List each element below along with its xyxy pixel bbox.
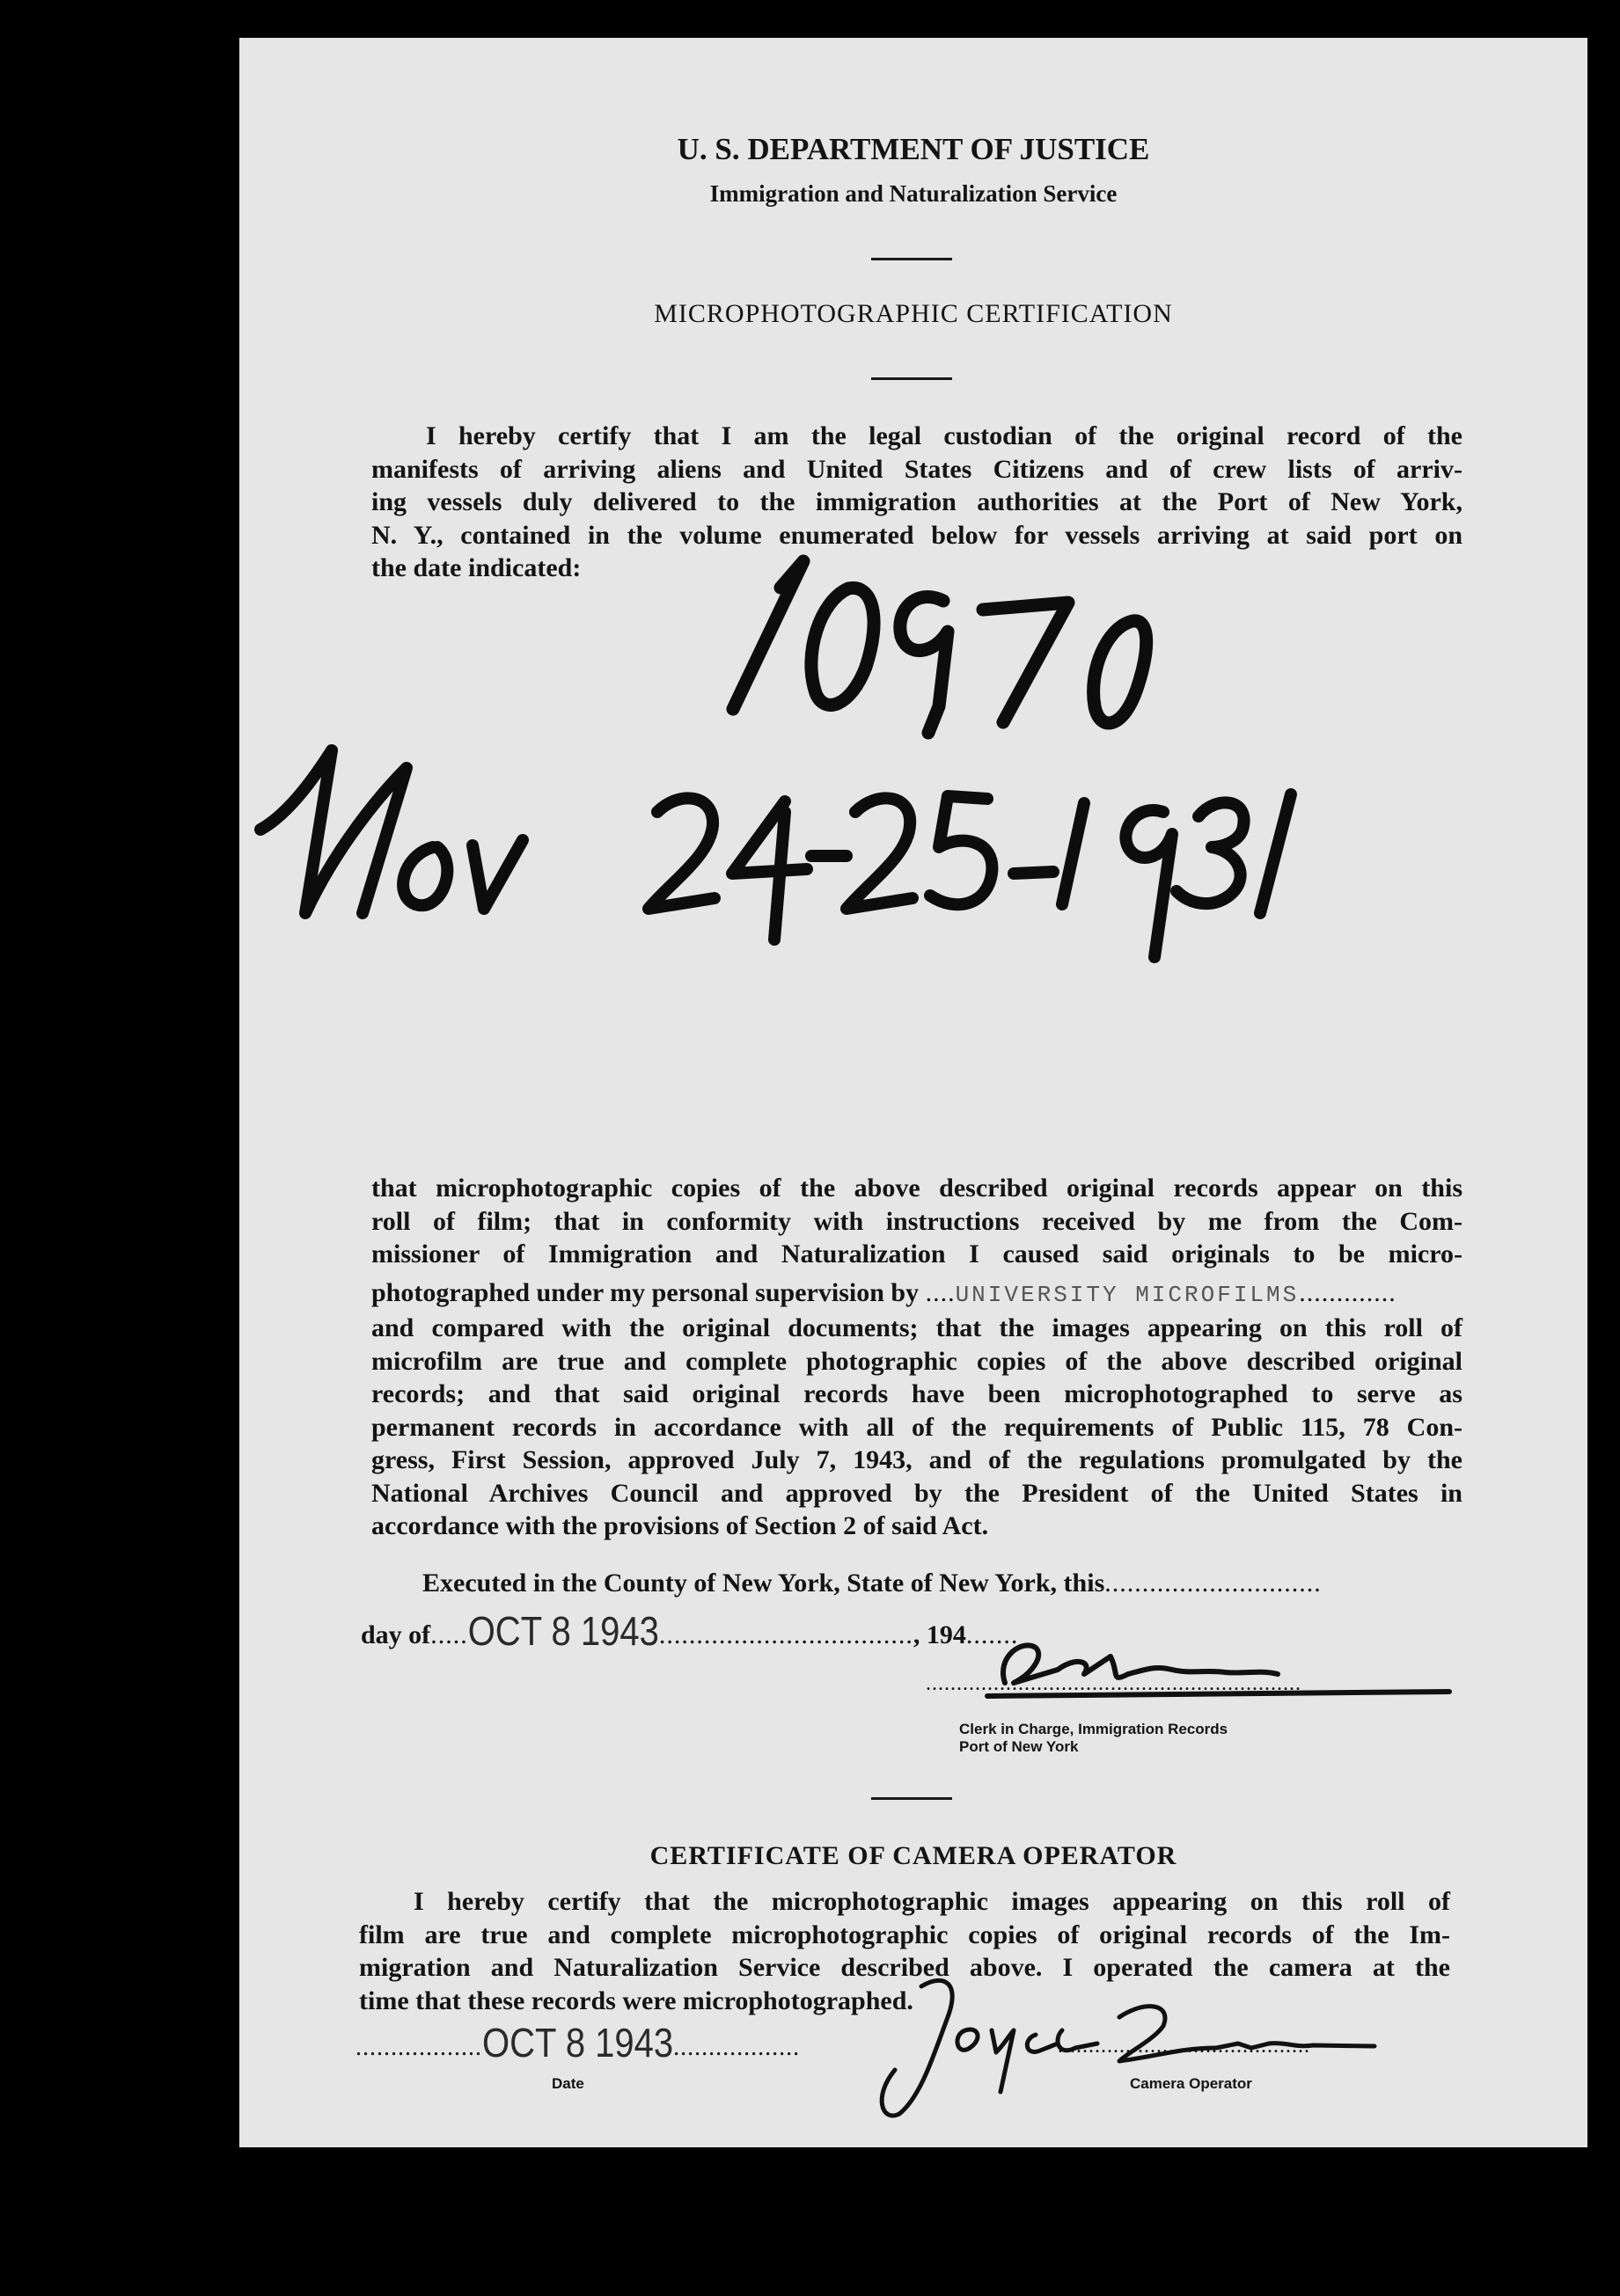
supervisor-typed-name: UNIVERSITY MICROFILMS: [955, 1281, 1300, 1308]
supervision-fill-line: ....UNIVERSITY MICROFILMS.............: [925, 1277, 1396, 1308]
camera-operator-label: Camera Operator: [1130, 2075, 1252, 2092]
certificate-page: [239, 38, 1587, 2147]
body-line: accordance with the provisions of Section 2 of said Act.: [371, 1511, 989, 1540]
executed-stamp-date: OCT 8 1943: [467, 1609, 659, 1655]
body-line: permanent records in accordance with all of the requirements of Public 115, 78 Con-: [371, 1412, 1462, 1442]
clerk-title-line: Port of New York: [959, 1738, 1079, 1755]
intro-line: ing vessels duly delivered to the immigration authorities at the Port of New York,: [371, 487, 1462, 516]
camera-line: time that these records were microphotographed.: [359, 1985, 913, 2015]
camera-stamp-date: OCT 8 1943: [482, 2021, 674, 2066]
clerk-signature-line: .............................................................: [926, 1672, 1301, 1695]
clerk-title-line: Clerk in Charge, Immigration Records: [959, 1721, 1228, 1737]
body-line: National Archives Council and approved by the President of the United States in: [371, 1478, 1462, 1508]
section-heading: MICROPHOTOGRAPHIC CERTIFICATION: [654, 299, 1173, 328]
supervision-prefix: photographed under my personal supervision by: [371, 1277, 920, 1307]
body-line: microfilm are true and complete photographic copies of the above described original: [371, 1346, 1462, 1376]
intro-line: I hereby certify that I am the legal custodian of the original record of the: [426, 421, 1462, 450]
body-line: that microphotographic copies of the above described original records appear on this: [371, 1174, 1462, 1203]
year-prefix: , 194: [913, 1620, 966, 1649]
camera-signature-line: .........................................: [1058, 2035, 1310, 2058]
camera-heading: CERTIFICATE OF CAMERA OPERATOR: [649, 1841, 1177, 1870]
camera-operator-signature: [239, 38, 1587, 2147]
service-subtitle: Immigration and Naturalization Service: [709, 180, 1118, 207]
camera-line: I hereby certify that the microphotographic images appearing on this roll of: [414, 1887, 1450, 1916]
body-line: records; and that said original records have been microphotographed to serve as: [371, 1379, 1462, 1408]
intro-line: manifests of arriving aliens and United States Citizens and of crew lists of arriv-: [371, 454, 1462, 484]
camera-line: film are true and complete microphotographic copies of original records of the Im-: [359, 1919, 1450, 1949]
day-of-line: day of.....OCT 8 1943.................................., 194.......: [361, 1609, 1019, 1655]
department-title: U. S. DEPARTMENT OF JUSTICE: [677, 132, 1150, 166]
day-of-label: day of: [361, 1620, 431, 1649]
body-line: and compared with the original documents; that the images appearing on this roll of: [371, 1313, 1462, 1342]
camera-date-label: Date: [552, 2075, 584, 2092]
intro-line: N. Y., contained in the volume enumerated below for vessels arriving at said port on: [371, 520, 1462, 550]
executed-text: Executed in the County of New York, State of New York, this: [422, 1568, 1105, 1598]
camera-date-line: ..................OCT 8 1943..................: [356, 2021, 801, 2066]
body-line: missioner of Immigration and Naturalization I caused said originals to be micro-: [371, 1239, 1462, 1269]
intro-line: the date indicated:: [371, 553, 582, 582]
camera-line: migration and Naturalization Service described above. I operated the camera at the: [359, 1953, 1450, 1982]
body-line: roll of film; that in conformity with instructions received by me from the Com-: [371, 1206, 1462, 1236]
executed-fill-line: .............................: [1104, 1568, 1322, 1598]
body-line: gress, First Session, approved July 7, 1943, and of the regulations promulgated by the: [371, 1445, 1462, 1474]
